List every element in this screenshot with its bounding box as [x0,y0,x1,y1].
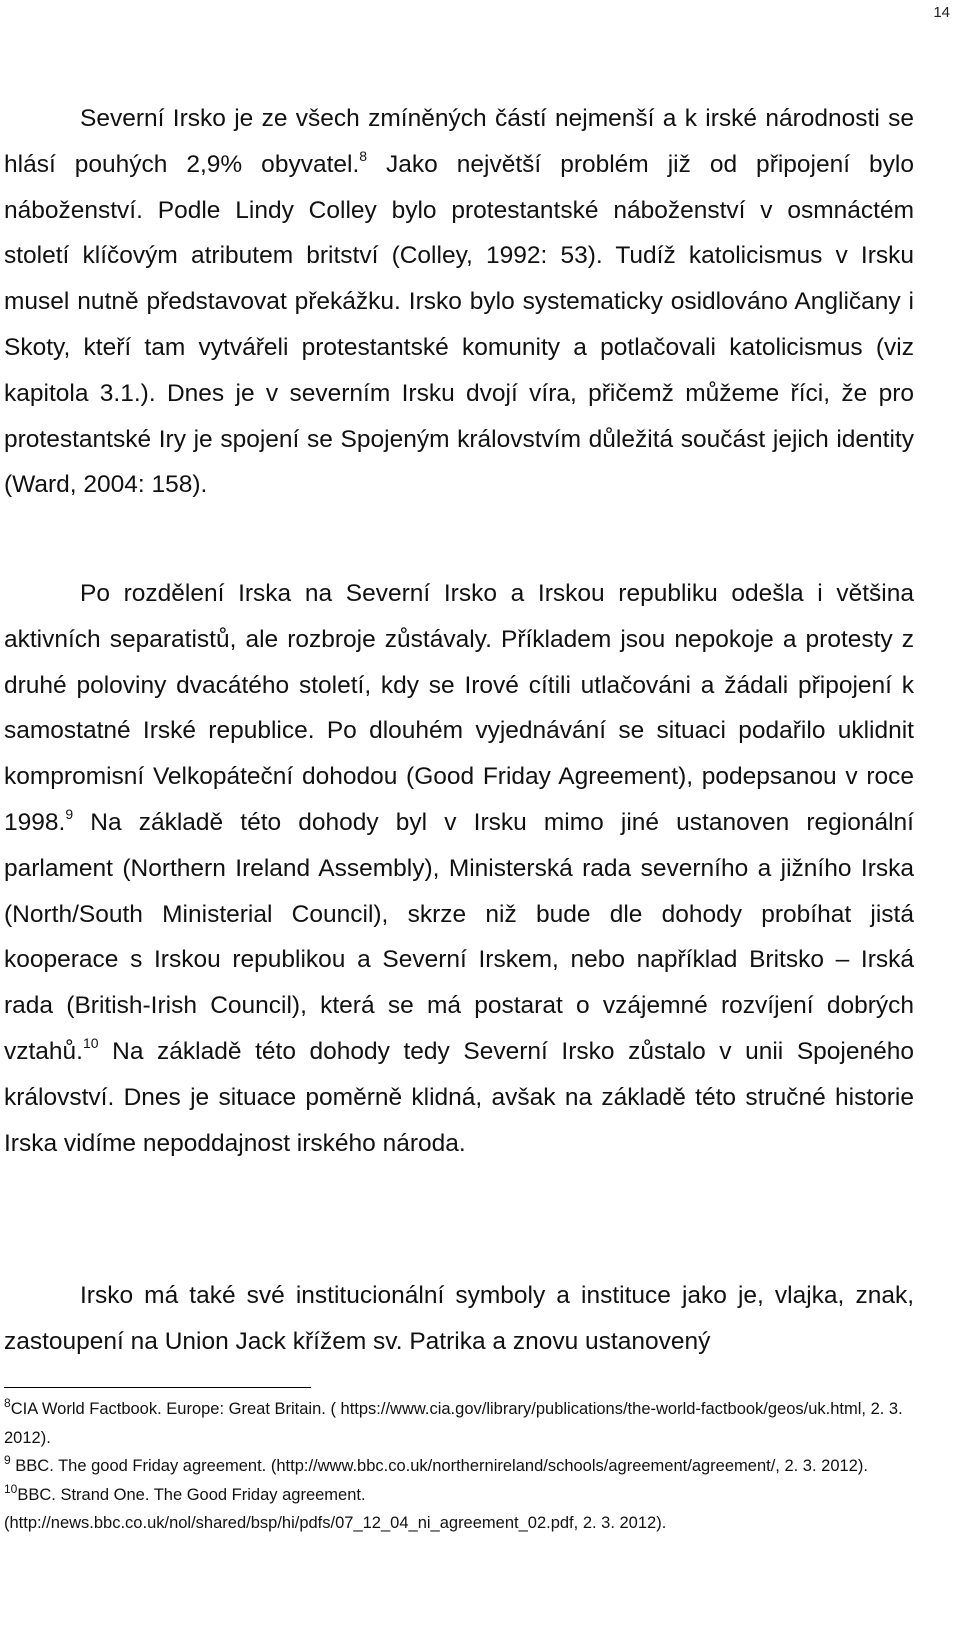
footnote-separator [4,1387,311,1388]
footnote-number: 8 [4,1396,11,1410]
footnotes [4,1395,924,1538]
footnote-text: CIA World Factbook. Europe: Great Britain. ( https://www.cia.gov/library/publications/the-world-factbook/geos/uk.html, 2. 3. 2012). [4,1400,903,1447]
footnote-10 [4,1481,924,1538]
paragraph-text: Severní Irsko je ze všech zmíněných částí nejmenší a k irské národnosti se hlásí pouhých 2,9% obyvatel. [4,105,914,178]
footnote-number: 9 [4,1453,11,1468]
footnote-ref-9[interactable]: 9 [65,805,74,822]
footnote-8 [4,1395,924,1452]
paragraph-text: Irsko má také své institucionální symboly a instituce jako je, vlajka, znak, zastoupení na Union Jack křížem sv. Patrika a znovu ustanovený [4,1282,914,1355]
footnote-ref-8[interactable]: 8 [359,147,368,164]
footnote-ref-10[interactable]: 10 [83,1034,99,1051]
body-paragraph-1 [4,96,914,508]
footnote-number: 10 [4,1481,18,1496]
paragraph-text: Na základě této dohody byl v Irsku mimo jiné ustanoven regionální parlament (Northern Ireland Assembly), Ministerská rada severního a jižního Irska (North/South Ministerial Council), skrze niž bude dle dohody probíhat jistá kooperace s Irskou republikou a Severní Irskem, nebo například Britsko – Irská rada (British-Irish Council), která se má postarat o vzájemné rozvíjení dobrých vztahů. [4,808,914,1065]
footnote-text: BBC. Strand One. The Good Friday agreement. (http://news.bbc.co.uk/nol/shared/bsp/hi/pdfs/07_12_04_ni_agreement_02.pdf, 2. 3. 2012). [4,1485,667,1533]
body-paragraph-3 [4,1273,914,1365]
paragraph-text: Po rozdělení Irska na Severní Irsko a Irskou republiku odešla i většina aktivních separatistů, ale rozbroje zůstávaly. Příkladem jsou nepokoje a protesty z druhé poloviny dvacátého století, kdy se Irové cítili utlačováni a žádali připojení k samostatné Irské republice. Po dlouhém vyjednávání se situaci podařilo uklidnit kompromisní Velkopáteční dohodou (Good Friday Agreement), podepsanou v roce 1998. [4,580,914,836]
footnote-9 [4,1452,924,1481]
paragraph-text: Na základě této dohody tedy Severní Irsko zůstalo v unii Spojeného království. Dnes je situace poměrně klidná, avšak na základě této stručné historie Irska vidíme nepoddajnost irského národa. [4,1037,914,1157]
body-paragraph-2 [4,571,914,1166]
footnote-text: BBC. The good Friday agreement. (http://www.bbc.co.uk/northernireland/schools/agreement/agreement/, 2. 3. 2012). [10,1457,868,1476]
paragraph-text: Jako největší problém již od připojení bylo náboženství. Podle Lindy Colley bylo protestantské náboženství v osmnáctém století klíčovým atributem britství (Colley, 1992: 53). Tudíž katolicismus v Irsku musel nutně představovat překážku. Irsko bylo systematicky osidlováno Angličany i Skoty, kteří tam vytvářeli protestantské komunity a potlačovali katolicismus (viz kapitola 3.1.). Dnes je v severním Irsku dvojí víra, přičemž můžeme říci, že pro protestantské Iry je spojení se Spojeným královstvím důležitá součást jejich identity (Ward, 2004: 158). [4,150,914,499]
page-number: 14 [933,4,950,21]
